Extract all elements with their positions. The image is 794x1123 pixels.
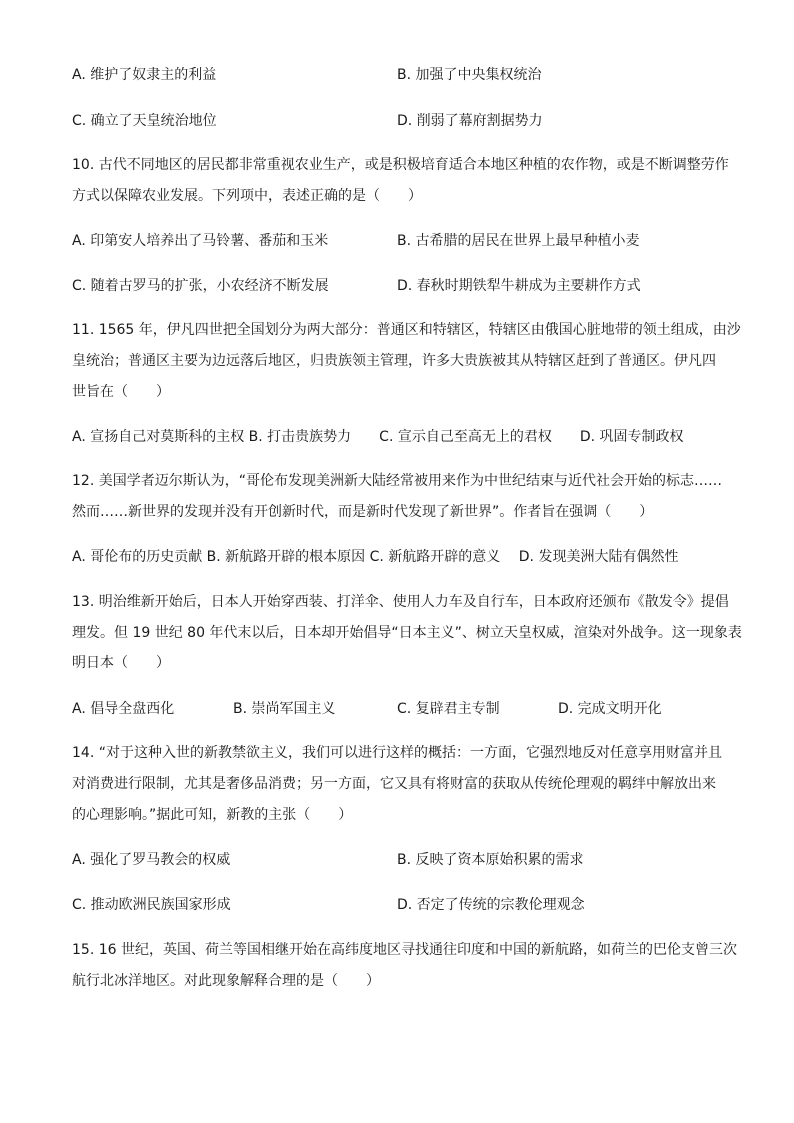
q13-stem-line: 理发。但 19 世纪 80 年代末以后，日本却开始倡导“日本主义”、树立天皇权威，渲染对外战争。这一现象表 [72,625,742,641]
q11-stem-line: 皇统治；普通区主要为边远落后地区，归贵族领主管理，许多大贵族被其从特辖区赶到了普通区。伊凡四 [72,353,716,369]
q11-options: A. 宣扬自己对莫斯科的主权 B. 打击贵族势力 C. 宣示自己至高无上的君权 D. 巩固专制政权 [72,429,684,445]
q13-option-d: D. 完成文明开化 [558,701,662,717]
q15-stem-line: 15. 16 世纪，英国、荷兰等国相继开始在高纬度地区寻找通往印度和中国的新航路，如荷兰的巴伦支曾三次 [72,942,737,958]
q14-option-d: D. 否定了传统的宗教伦理观念 [397,897,585,913]
q10-option-d: D. 春秋时期铁犁牛耕成为主要耕作方式 [397,278,641,294]
q14-stem-line: 对消费进行限制，尤其是奢侈品消费；另一方面，它又具有将财富的获取从传统伦理观的羁绊中解放出来 [72,776,716,792]
q10-option-b: B. 古希腊的居民在世界上最早种植小麦 [397,233,640,249]
q14-option-a: A. 强化了罗马教会的权威 [72,852,231,868]
q14-stem-line: 14. “对于这种入世的新教禁欲主义，我们可以进行这样的概括：一方面，它强烈地反对任意享用财富并且 [72,745,722,761]
q14-option-b: B. 反映了资本原始积累的需求 [397,852,584,868]
q11-stem-line: 世旨在（ ） [72,384,170,400]
q13-stem-line: 13. 明治维新开始后，日本人开始穿西装、打洋伞、使用人力车及自行车，日本政府还颁布《散发令》提倡 [72,594,729,610]
q13-option-c: C. 复辟君主专制 [397,701,500,717]
q12-stem-line: 然而……新世界的发现并没有开创新时代，而是新时代发现了新世界”。作者旨在强调（ ） [72,504,654,520]
q10-stem-line: 10. 古代不同地区的居民都非常重视农业生产，或是积极培育适合本地区种植的农作物，或是不断调整劳作 [72,157,729,173]
q10-option-c: C. 随着古罗马的扩张，小农经济不断发展 [72,278,329,294]
q12-stem-line: 12. 美国学者迈尔斯认为，“哥伦布发现美洲新大陆经常被用来作为中世纪结束与近代社会开始的标志…… [72,473,722,489]
q9-option-c: C. 确立了天皇统治地位 [72,113,217,129]
q14-stem-line: 的心理影响。”据此可知，新教的主张（ ） [72,807,353,823]
q14-option-c: C. 推动欧洲民族国家形成 [72,897,231,913]
q13-option-a: A. 倡导全盘西化 [72,701,175,717]
q10-option-a: A. 印第安人培养出了马铃薯、番茄和玉米 [72,233,329,249]
q9-option-b: B. 加强了中央集权统治 [397,67,542,83]
q13-stem-line: 明日本（ ） [72,655,170,671]
q13-option-b: B. 崇尚军国主义 [233,701,336,717]
q12-options: A. 哥伦布的历史贡献 B. 新航路开辟的根本原因 C. 新航路开辟的意义 D. 发现美洲大陆有偶然性 [72,549,679,565]
q11-stem-line: 11. 1565 年，伊凡四世把全国划分为两大部分：普通区和特辖区，特辖区由俄国心脏地带的领土组成，由沙 [72,322,741,338]
q9-option-a: A. 维护了奴隶主的利益 [72,67,217,83]
q9-option-d: D. 削弱了幕府割据势力 [397,113,543,129]
q15-stem-line: 航行北冰洋地区。对此现象解释合理的是（ ） [72,973,380,989]
q10-stem-line: 方式以保障农业发展。下列项中，表述正确的是（ ） [72,188,422,204]
